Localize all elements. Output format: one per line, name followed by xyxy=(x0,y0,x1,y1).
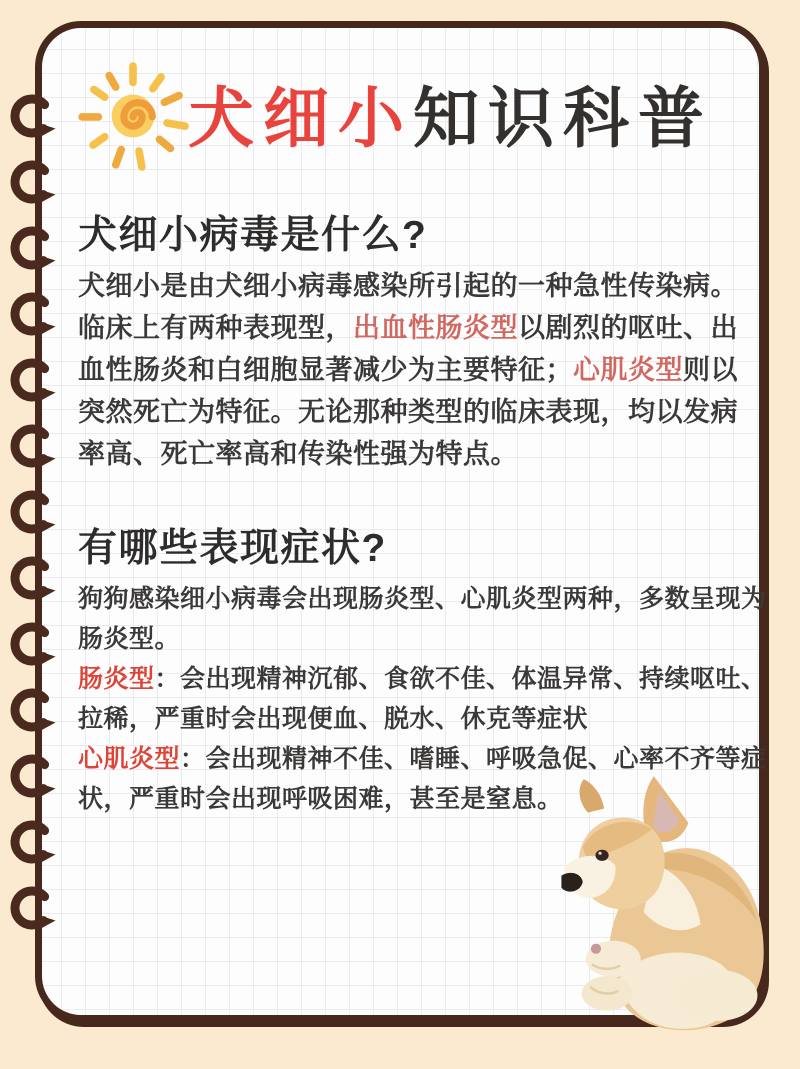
title-rest: 知识科普 xyxy=(413,81,713,155)
text-line xyxy=(78,433,738,475)
paragraph-what-is xyxy=(78,265,738,475)
text-line xyxy=(78,307,738,349)
text-segment: 则以 xyxy=(683,355,738,385)
sun-icon xyxy=(74,62,192,174)
text-segment: ：会出现精神不佳、嗜睡、呼吸急促、心率不齐等症 xyxy=(180,745,767,773)
text-line xyxy=(78,349,738,391)
text-segment: 状，严重时会出现呼吸困难，甚至是窒息。 xyxy=(78,785,563,813)
text-segment: 犬细小是由犬细小病毒感染所引起的一种急性传染病。 xyxy=(78,271,738,301)
text-segment: 以剧烈的呕吐、出 xyxy=(518,313,738,343)
text-segment: 狗狗感染细小病毒会出现肠炎型、心肌炎型两种，多数呈现为 xyxy=(78,585,767,613)
section-heading-symptoms: 有哪些表现症状? xyxy=(78,527,387,570)
page-title xyxy=(188,82,713,155)
text-line xyxy=(78,699,767,739)
text-line xyxy=(78,659,767,699)
section-heading-what-is: 犬细小病毒是什么? xyxy=(78,214,428,257)
text-line xyxy=(78,619,767,659)
highlighted-term: 出血性肠炎型 xyxy=(353,313,518,343)
text-line xyxy=(78,391,738,433)
puppy-photo xyxy=(556,770,770,1032)
text-segment: ：会出现精神沉郁、食欲不佳、体温异常、持续呕吐、 xyxy=(154,665,767,693)
highlighted-term: 肠炎型 xyxy=(78,665,155,693)
text-line xyxy=(78,579,767,619)
highlighted-term: 心肌炎型 xyxy=(78,745,181,773)
text-line xyxy=(78,265,738,307)
text-segment: 率高、死亡率高和传染性强为特点。 xyxy=(78,439,518,469)
text-segment: 临床上有两种表现型， xyxy=(78,313,353,343)
text-segment: 血性肠炎和白细胞显著减少为主要特征； xyxy=(78,355,573,385)
text-segment: 突然死亡为特征。无论那种类型的临床表现，均以发病 xyxy=(78,397,738,427)
text-segment: 肠炎型。 xyxy=(78,625,181,653)
notebook-page xyxy=(35,21,766,1022)
highlighted-term: 心肌炎型 xyxy=(573,355,683,385)
text-segment: 拉稀，严重时会出现便血、脱水、休克等症状 xyxy=(78,705,589,733)
title-accent: 犬细小 xyxy=(188,81,413,155)
